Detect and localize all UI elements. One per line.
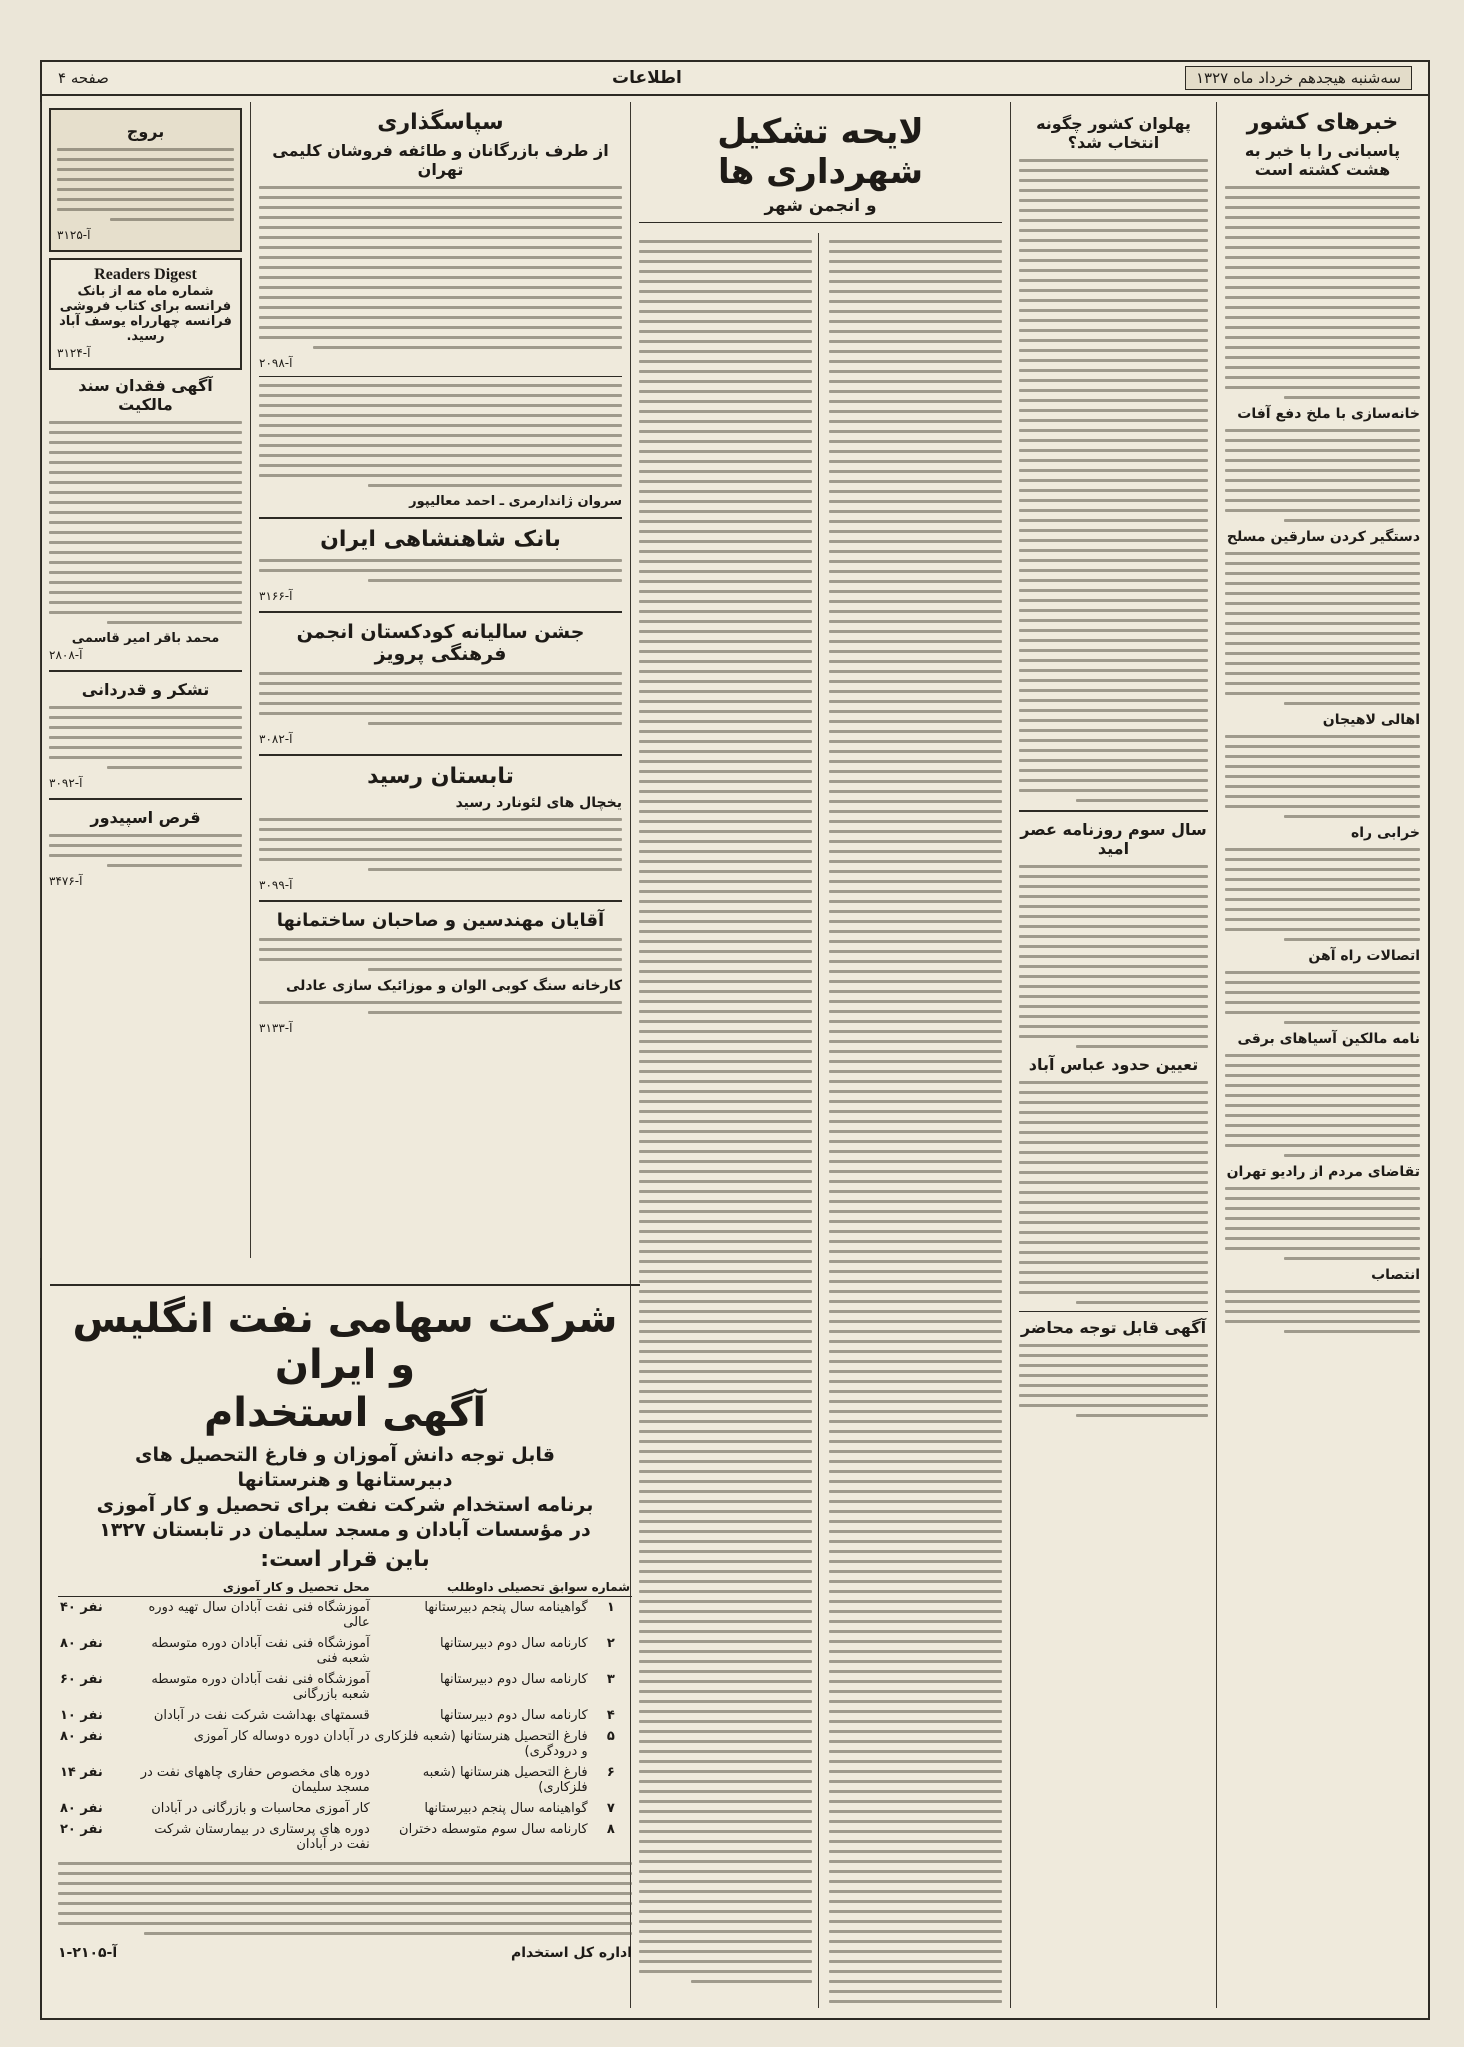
article-body-right (829, 233, 1002, 2008)
table-row: ۲ کارنامه سال دوم دبیرستانها آموزشگاه فنی نفت آبادان دوره متوسطه شعبه فنی ۸۰ نفر (60, 1636, 615, 1666)
table-header: محل تحصیل و کار آموزی (132, 1578, 372, 1597)
table-header: سوابق تحصیلی داوطلب (372, 1578, 590, 1597)
table-row: ۴ کارنامه سال دوم دبیرستانها قسمتهای بهداشت شرکت نفت در آبادان ۱۰ نفر (60, 1708, 615, 1723)
positions-table (58, 1578, 632, 1855)
ad-code: آ-۲۱۰۵-۱ (58, 1945, 118, 1961)
signature: سروان ژاندارمری ـ احمد معالیپور (409, 494, 622, 509)
bank-name: بانک شاهنشاهی ایران (320, 527, 561, 552)
ad-line: برنامه استخدام شرکت نفت برای تحصیل و کار آموزی (96, 1494, 594, 1516)
ad-signoff: اداره کل استخدام (510, 1945, 632, 1961)
table-row: ۶ فارغ التحصیل هنرستانها (شعبه فلزکاری) دوره های مخصوص حفاری چاههای نفت در مسجد سلیمان ۱۴ نفر (60, 1765, 615, 1795)
news-heading: خانه‌سازی با ملخ دفع آفات (1237, 406, 1420, 422)
article-body (1019, 159, 1208, 802)
column-municipality-bill (630, 102, 1010, 2008)
factory-title: کارخانه سنگ کوبی الوان و موزائیک سازی عادلی (285, 978, 622, 994)
column-champion-article (1010, 102, 1216, 2008)
ad-line: قابل توجه دانش آموزان و فارغ التحصیل های (135, 1444, 555, 1466)
page-number: صفحه ۴ (58, 69, 109, 87)
ad-code: آ-۳۰۹۹ (259, 878, 293, 892)
ad-code: آ-۳۰۸۲ (259, 732, 293, 746)
table-row: ۵ فارغ التحصیل هنرستانها (شعبه فلزکاری و درودگری) در آبادان دوره دوساله کار آموزی ۸۰ نفر (60, 1729, 615, 1759)
article-body (1225, 186, 1420, 399)
ad-line: در مؤسسات آبادان و مسجد سلیمان در تابستان ۱۳۲۷ (99, 1519, 591, 1541)
news-heading: اهالی لاهیجان (1322, 712, 1420, 728)
table-row: ۳ کارنامه سال دوم دبیرستانها آموزشگاه فنی نفت آبادان دوره متوسطه شعبه بازرگانی ۶۰ نفر (60, 1672, 615, 1702)
ad-title: سال سوم روزنامه عصر امید (1020, 820, 1207, 858)
newspaper-name: اطلاعات (612, 68, 682, 88)
issue-date: سه‌شنبه هیجدهم خرداد ماه ۱۳۲۷ (1185, 66, 1412, 90)
ad-code: آ-۲۰۹۸ (259, 356, 293, 370)
table-row: ۸ کارنامه سال سوم متوسطه دختران دوره های پرستاری در بیمارستان شرکت نفت در آبادان ۲۰ نفر (60, 1822, 615, 1852)
ad-code: آ-۳۱۶۶ (259, 589, 293, 603)
readers-digest-title: Readers Digest (94, 266, 197, 283)
article-title: لایحه تشکیل شهرداری ها (717, 112, 924, 192)
loss-title: آگهی فقدان سند مالکیت (78, 376, 213, 414)
notice-title: سپاسگذاری (377, 110, 504, 135)
ad-code: آ-۳۰۹۲ (49, 776, 83, 790)
company-name: شرکت سهامی نفت انگلیس و ایران (72, 1296, 618, 1388)
news-heading: خرابی راه (1350, 825, 1420, 841)
page-header (42, 62, 1428, 96)
article-body-left (639, 233, 819, 2008)
ad-title: آگهی قابل توجه محاضر (1020, 1318, 1207, 1337)
news-heading: اتصالات راه آهن (1308, 948, 1420, 964)
signature: محمد باقر امیر قاسمی (71, 631, 220, 646)
festival-title: جشن سالیانه کودکستان انجمن فرهنگی پرویز (296, 621, 585, 665)
ad-code: آ-۳۱۲۵ (57, 228, 91, 242)
table-header: شماره (590, 1578, 632, 1597)
brooj-title: بروج (126, 122, 165, 141)
section-title: خبرهای کشور (1246, 110, 1399, 135)
ad-code: آ-۳۴۷۶ (49, 874, 83, 888)
oil-company-ad (50, 1284, 640, 2008)
news-heading: تقاضای مردم از رادیو تهران (1226, 1164, 1420, 1180)
ad-conditions: باین قرار است: (260, 1547, 430, 1572)
readers-digest-box (49, 258, 242, 370)
readers-digest-text: شماره ماه مه از بانک فرانسه برای کتاب فروشی فرانسه چهارراه یوسف آباد رسید. (59, 284, 232, 344)
column-small-ads (40, 102, 250, 1258)
aspirin-title: قرص اسپیدور (90, 808, 201, 827)
summer-title: تابستان رسید (367, 764, 514, 789)
news-headline: پاسبانی را با خبر به هشت کشته است (1244, 141, 1401, 179)
table-row: ۷ گواهینامه سال پنجم دبیرستانها کار آموزی محاسبات و بازرگانی در آبادان ۸۰ نفر (60, 1801, 615, 1816)
news-heading: دستگیر کردن سارقین مسلح (1226, 529, 1420, 545)
ad-code: آ-۲۸۰۸ (49, 648, 83, 662)
ad-title: تعیین حدود عباس آباد (1028, 1055, 1199, 1074)
newspaper-page (40, 60, 1430, 2020)
article-subtitle: و انجمن شهر (764, 196, 877, 216)
ad-fine-print (58, 1862, 632, 1935)
news-heading: نامه مالکین آسیاهای برقی (1237, 1031, 1420, 1047)
fridge-title: یخچال های لئونارد رسید (455, 795, 622, 811)
column-country-news (1216, 102, 1428, 2008)
brooj-box (49, 108, 242, 252)
table-row: ۱ گواهینامه سال پنجم دبیرستانها آموزشگاه فنی نفت آبادان سال تهیه دوره عالی ۴۰ نفر (60, 1600, 615, 1630)
news-heading: انتصاب (1371, 1267, 1420, 1283)
ad-notice: آگهی استخدام (203, 1390, 487, 1436)
notice-lead: از طرف بازرگانان و طائفه فروشان کلیمی تهران (272, 141, 609, 179)
builders-title: آقایان مهندسین و صاحبان ساختمانها (276, 910, 605, 931)
ad-code: آ-۳۱۲۴ (57, 346, 91, 360)
thanks-title: تشکر و قدردانی (81, 680, 210, 699)
article-title: پهلوان کشور چگونه انتخاب شد؟ (1036, 114, 1191, 152)
column-notices (250, 102, 630, 1258)
ad-code: آ-۳۱۳۳ (259, 1021, 293, 1035)
ad-line: دبیرستانها و هنرستانها (237, 1469, 453, 1491)
